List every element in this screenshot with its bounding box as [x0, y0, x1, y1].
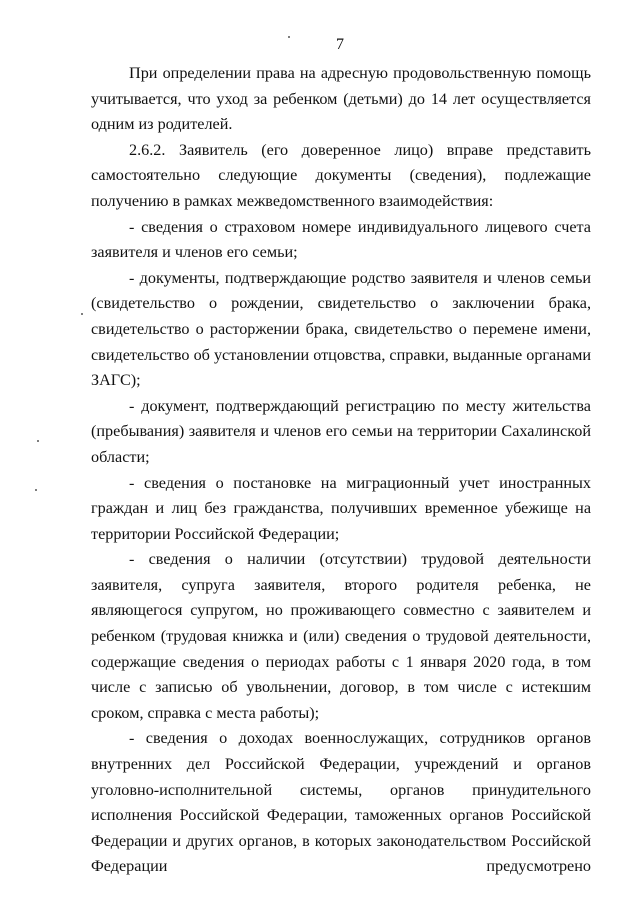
paragraph-8: - сведения о доходах военнослужащих, сотрудников органов внутренних дел Российской Федерации, учреждений и органов уголовно-исполнительной системы, органов принудительного исполнения Российской Федерации, таможенных органов Российской Федерации и других органов, в которых законодательством Российской Федерации предусмотрено [91, 729, 591, 876]
paragraph-4: - документы, подтверждающие родство заявителя и членов семьи (свидетельство о рождении, свидетельство о заключении брака, свидетельство о расторжении брака, свидетельство о перемене имени, свидетельство об установлении отцовства, справки, выданные органами ЗАГС); [91, 268, 591, 390]
document-body [91, 61, 591, 880]
scan-speck [35, 489, 37, 491]
paragraph-3: - сведения о страховом номере индивидуального лицевого счета заявителя и членов его семьи; [91, 217, 591, 262]
scan-speck [37, 440, 39, 442]
paragraph-5: - документ, подтверждающий регистрацию по месту жительства (пребывания) заявителя и членов его семьи на территории Сахалинской области; [91, 396, 591, 466]
paragraph-1: При определении права на адресную продовольственную помощь учитывается, что уход за ребенком (детьми) до 14 лет осуществляется одним из родителей. [91, 64, 591, 134]
scan-speck [288, 36, 290, 38]
scan-speck [81, 313, 83, 315]
paragraph-7: - сведения о наличии (отсутствии) трудовой деятельности заявителя, супруга заявителя, второго родителя ребенка, не являющегося супругом, но проживающего совместно с заявителем и ребенком (трудовая книжка и (или) сведения о трудовой деятельности, содержащие сведения о периодах работы с 1 января 2020 года, в том числе с записью об увольнении, договор, в том числе с истекшим сроком, справка с места работы); [91, 550, 591, 722]
page-number: 7 [336, 36, 344, 53]
paragraph-2: 2.6.2. Заявитель (его доверенное лицо) вправе представить самостоятельно следующие документы (сведения), подлежащие получению в рамках межведомственного взаимодействия: [91, 140, 591, 210]
paragraph-6: - сведения о постановке на миграционный учет иностранных граждан и лиц без гражданства, получивших временное убежище на территории Российской Федерации; [91, 473, 591, 543]
